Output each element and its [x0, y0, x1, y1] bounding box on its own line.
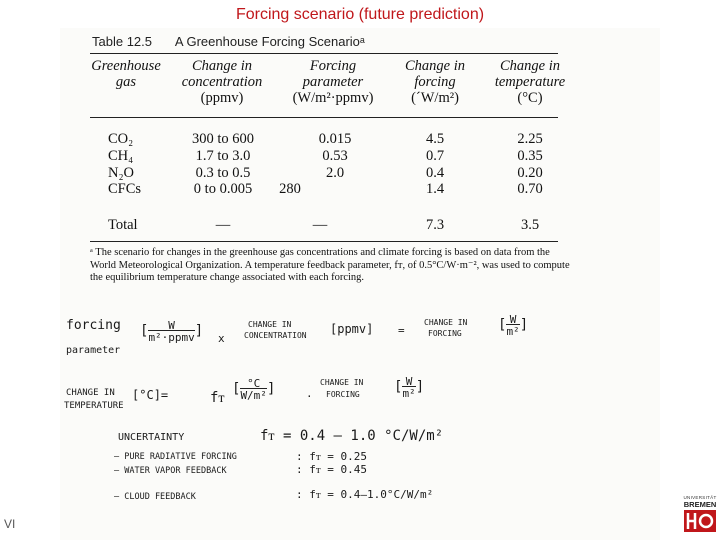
row-parameter: 2.0 [325, 165, 345, 181]
hw-forcing: forcing [66, 318, 121, 333]
table-bottom-rule [90, 241, 558, 242]
col-forcing-line2: forcing [414, 74, 456, 90]
page-label: VI [4, 517, 16, 531]
hw-unit4-label: °C [139, 388, 154, 402]
hw-change-in-4: CHANGE IN [320, 378, 364, 387]
hw-item-value: : fᴛ = 0.4–1.0°C/W/m² [296, 488, 434, 501]
row-gas: Total [108, 217, 138, 233]
row-concentration: 0 to 0.005 [193, 181, 253, 197]
hw-dot: · [306, 390, 313, 403]
column-header-forcing [392, 58, 478, 106]
col-conc-unit: (ppmv) [200, 90, 244, 106]
row-temperature: 3.5 [520, 217, 540, 233]
table-title: A Greenhouse Forcing Scenarioᵃ [174, 34, 365, 49]
col-temp-line2: temperature [494, 74, 566, 90]
hw-times: x [218, 332, 225, 345]
hw-change-in-2: CHANGE IN [424, 318, 468, 327]
hw-unit6: $[\frac{W}{\text{m²}}]$ [394, 375, 425, 400]
column-header-temperature [486, 58, 574, 106]
col-gas-line1: Greenhouse [91, 58, 161, 74]
col-temp-line1: Change in [499, 58, 560, 74]
hw-unit6-den: m² [402, 387, 416, 400]
hw-item-label: – CLOUD FEEDBACK [114, 492, 196, 502]
column-header-gas [86, 58, 166, 90]
hw-unit3: $[\frac{W}{\text{m²}}]$ [498, 313, 529, 338]
hw-item-value: : fᴛ = 0.45 [296, 463, 368, 476]
col-conc-line1: Change in [191, 58, 252, 74]
row-temperature: 2.25 [517, 131, 543, 147]
row-forcing: 0.4 [425, 165, 445, 181]
hw-item-label: – WATER VAPOR FEEDBACK [114, 466, 227, 476]
logo-wordmark: BREMEN [683, 500, 717, 509]
table-number: Table 12.5 [92, 34, 152, 49]
hw-unit2: [ppmv] [330, 322, 374, 336]
hw-unit6-num: W [405, 375, 413, 388]
hw-equals-2: = [160, 388, 169, 402]
row-forcing: 7.3 [425, 217, 445, 233]
hw-unit1-den: m²·ppmv [148, 331, 195, 344]
row-gas: CFCs [108, 181, 142, 197]
row-gas: CO₂ [108, 131, 134, 147]
column-header-parameter [278, 58, 388, 106]
hw-item-label: – PURE RADIATIVE FORCING [114, 452, 237, 462]
row-concentration: 0.3 to 0.5 [195, 165, 251, 181]
hw-unit5: $[\frac{^\circ C}{\text{W/m²}}]$ [232, 377, 276, 402]
hw-unit1-num: W [168, 319, 175, 332]
row-parameter: — [312, 217, 328, 233]
hw-unit3-den: m² [506, 325, 520, 338]
hw-concentration: CONCENTRATION [244, 331, 307, 340]
row-temperature: 0.70 [517, 181, 543, 197]
row-concentration: 300 to 600 [191, 131, 255, 147]
hw-unit5-num: °C [247, 377, 261, 390]
row-gas: CH₄ [108, 148, 134, 164]
table-header-rule [90, 117, 558, 118]
hw-equals: = [398, 324, 405, 337]
row-forcing: 1.4 [425, 181, 445, 197]
col-param-line2: parameter [302, 74, 364, 90]
hw-parameter: parameter [66, 345, 121, 356]
hw-change-in: CHANGE IN [248, 320, 292, 329]
row-temperature: 0.35 [517, 148, 543, 164]
row-temperature: 0.20 [517, 165, 543, 181]
slide-title: Forcing scenario (future prediction) [235, 6, 485, 23]
hw-forcing-2: FORCING [428, 329, 462, 338]
row-parameter: 0.53 [322, 148, 348, 164]
hw-unit5-den: W/m² [240, 389, 267, 402]
hw-unit4: [°C]= [132, 388, 169, 402]
hw-unit3-num: W [509, 313, 517, 326]
row-gas: N₂O [108, 165, 134, 181]
col-gas-line2: gas [115, 74, 137, 90]
hw-unit1: [ W m²·ppmv] [140, 319, 204, 344]
row-parameter: 0.015 [318, 131, 352, 147]
hw-uncertainty: UNCERTAINTY [118, 432, 185, 443]
hw-change-in-3: CHANGE IN [66, 388, 115, 398]
hw-temperature: TEMPERATURE [64, 401, 124, 411]
hw-item-value: : fᴛ = 0.25 [296, 450, 368, 463]
col-param-unit: (W/m²·ppmv) [292, 90, 374, 106]
row-concentration: — [215, 217, 231, 233]
table-footnote: ᵃ The scenario for changes in the greenhouse gas concentrations and climate forcing is based on data from the World Meteorological Organization. A temperature feedback parameter, fᴛ, of 0.5°C/W·m⁻², was used to compute the equilibrium temperature change associated with each forcing. [90, 247, 570, 283]
table-top-rule [90, 53, 558, 54]
logo-top-text: UNIVERSITÄT [683, 495, 717, 500]
col-temp-unit: (°C) [517, 90, 543, 106]
row-concentration: 1.7 to 3.0 [195, 148, 251, 164]
logo-mark-icon [683, 509, 717, 533]
col-conc-line2: concentration [181, 74, 263, 90]
hw-uncertainty-range: fᴛ = 0.4 – 1.0 °C/W/m² [260, 428, 444, 444]
hw-unit2-label: ppmv [337, 322, 367, 336]
col-forcing-unit: (´W/m²) [411, 90, 459, 106]
table-caption [92, 34, 365, 49]
row-parameter: 280 [279, 181, 301, 197]
column-header-concentration [172, 58, 272, 106]
hw-ft: fᴛ [210, 390, 225, 406]
university-logo [683, 495, 717, 538]
col-param-line1: Forcing [309, 58, 357, 74]
row-forcing: 4.5 [425, 131, 445, 147]
row-forcing: 0.7 [425, 148, 445, 164]
hw-forcing-3: FORCING [326, 390, 360, 399]
col-forcing-line1: Change in [404, 58, 465, 74]
